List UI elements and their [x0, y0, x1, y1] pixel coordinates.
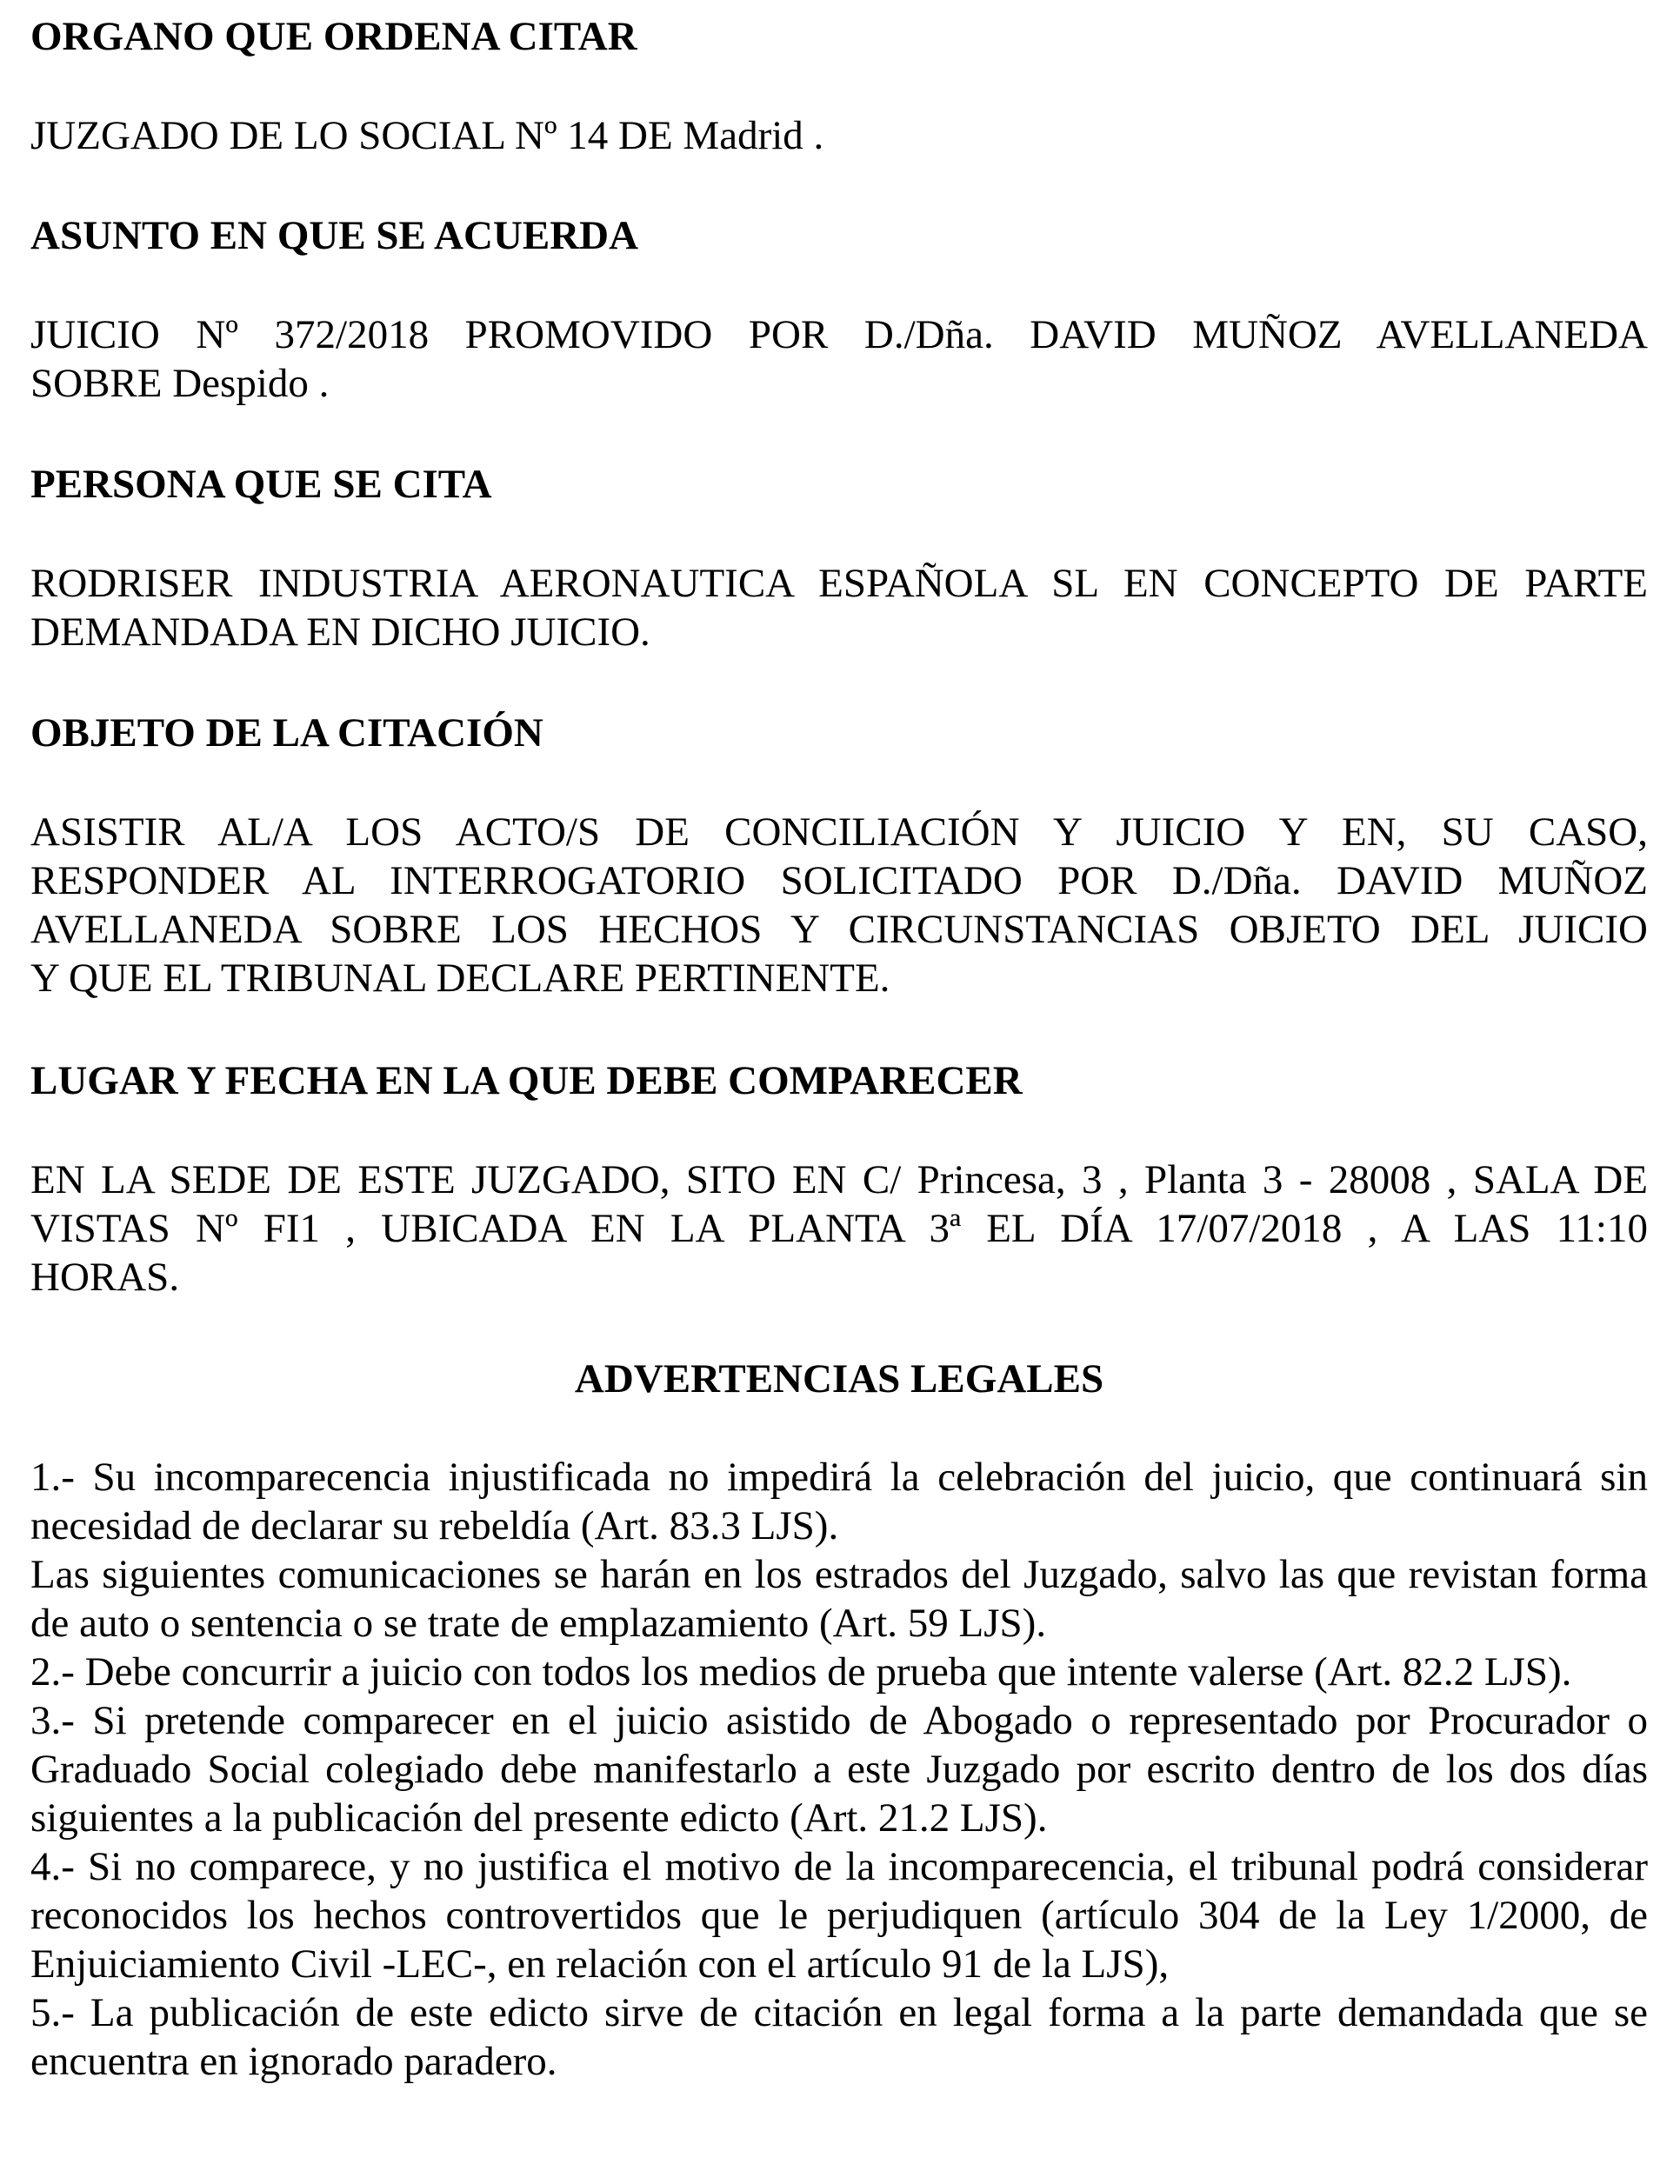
advertencia-1b: Las siguientes comunicaciones se harán en los estrados del Juzgado, salvo las que revistan forma de auto o sentencia o se trate de emplazamiento (Art. 59 LJS).	[30, 1552, 1648, 1646]
persona-line-1: RODRISER INDUSTRIA AERONAUTICA ESPAÑOLA SL EN CONCEPTO DE PARTE	[30, 561, 1648, 606]
objeto-line-1: ASISTIR AL/A LOS ACTO/S DE CONCILIACIÓN Y JUICIO Y EN, SU CASO,	[30, 809, 1648, 855]
persona-text	[30, 559, 1648, 656]
asunto-text	[30, 310, 1648, 408]
lugar-line-1: EN LA SEDE DE ESTE JUZGADO, SITO EN C/ Princesa, 3 , Planta 3 - 28008 , SALA DE	[30, 1157, 1648, 1202]
objeto-text	[30, 808, 1648, 1002]
asunto-line-2: SOBRE Despido .	[30, 361, 330, 406]
lugar-line-3: HORAS.	[30, 1255, 180, 1300]
lugar-line-2: VISTAS Nº FI1 , UBICADA EN LA PLANTA 3ª EL DÍA 17/07/2018 , A LAS 11:10	[30, 1206, 1648, 1251]
advertencia-1: 1.- Su incomparecencia injustificada no impedirá la celebración del juicio, que continuará sin necesidad de declarar su rebeldía (Art. 83.3 LJS).	[30, 1455, 1648, 1548]
advertencias-list	[30, 1453, 1648, 2086]
asunto-heading: ASUNTO EN QUE SE ACUERDA	[30, 213, 639, 258]
organo-heading: ORGANO QUE ORDENA CITAR	[30, 14, 637, 59]
objeto-line-4: Y QUE EL TRIBUNAL DECLARE PERTINENTE.	[30, 956, 890, 1001]
persona-heading: PERSONA QUE SE CITA	[30, 462, 492, 507]
advertencia-4: 4.- Si no comparece, y no justifica el motivo de la incomparecencia, el tribunal podrá considerar reconocidos los hechos controvertidos que le perjudiquen (artículo 304 de la Ley 1/2000, de Enjuiciamiento Civil -LEC-, en relación con el artículo 91 de la LJS),	[30, 1844, 1648, 1987]
advertencias-heading: ADVERTENCIAS LEGALES	[574, 1356, 1104, 1402]
objeto-heading: OBJETO DE LA CITACIÓN	[30, 710, 543, 756]
asunto-line-1: JUICIO Nº 372/2018 PROMOVIDO POR D./Dña. DAVID MUÑOZ AVELLANEDA	[30, 312, 1648, 357]
advertencia-2: 2.- Debe concurrir a juicio con todos los medios de prueba que intente valerse (Art. 82.2 LJS).	[30, 1649, 1572, 1695]
advertencia-3: 3.- Si pretende comparecer en el juicio asistido de Abogado o representado por Procurador o Graduado Social colegiado debe manifestarlo a este Juzgado por escrito dentro de los dos días siguientes a la publicación del presente edicto (Art. 21.2 LJS).	[30, 1698, 1648, 1841]
persona-line-2: DEMANDADA EN DICHO JUICIO.	[30, 609, 650, 655]
objeto-line-2: RESPONDER AL INTERROGATORIO SOLICITADO POR D./Dña. DAVID MUÑOZ	[30, 858, 1648, 903]
lugar-text	[30, 1155, 1648, 1302]
organo-text: JUZGADO DE LO SOCIAL Nº 14 DE Madrid .	[30, 113, 824, 158]
objeto-line-3: AVELLANEDA SOBRE LOS HECHOS Y CIRCUNSTANCIAS OBJETO DEL JUICIO	[30, 907, 1648, 952]
lugar-heading: LUGAR Y FECHA EN LA QUE DEBE COMPARECER	[30, 1058, 1023, 1103]
advertencia-5: 5.- La publicación de este edicto sirve de citación en legal forma a la parte demandada que se encuentra en ignorado paradero.	[30, 1990, 1648, 2084]
